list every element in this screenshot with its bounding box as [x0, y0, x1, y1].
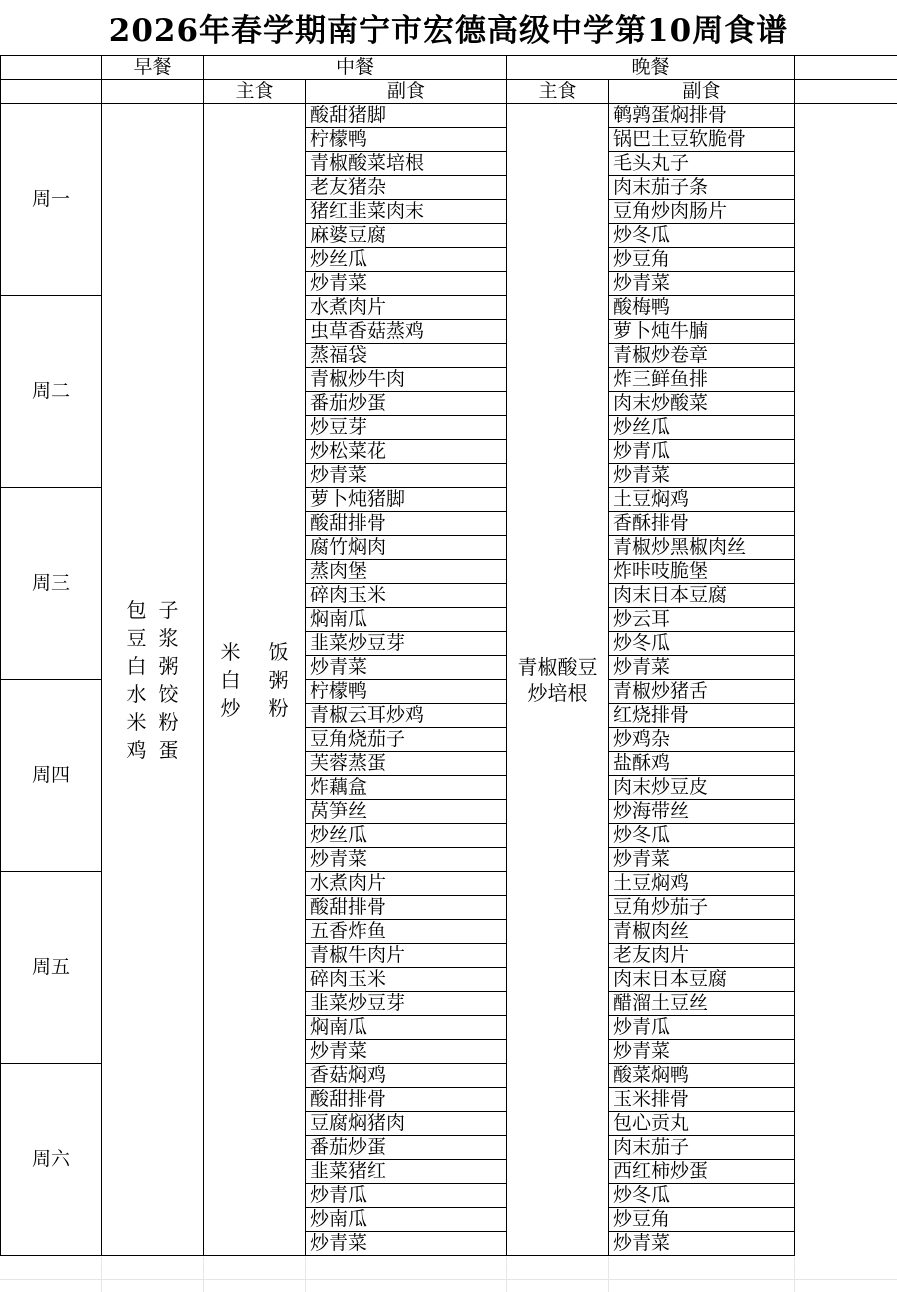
header-dinner-staple: 主食	[507, 80, 609, 104]
lunch-dish: 青椒酸菜培根	[306, 152, 507, 176]
dinner-dish: 炒丝瓜	[609, 416, 795, 440]
dinner-dish: 炒冬瓜	[609, 824, 795, 848]
lunch-dish: 炒青菜	[306, 464, 507, 488]
dinner-dish: 青椒炒黑椒肉丝	[609, 536, 795, 560]
breakfast-item: 包	[126, 597, 147, 622]
dinner-dish: 炒豆角	[609, 248, 795, 272]
table-row	[1, 104, 897, 128]
day-label: 周四	[1, 680, 102, 872]
empty-grid-area	[0, 1257, 897, 1292]
lunch-dish: 炒青菜	[306, 656, 507, 680]
breakfast-item: 饺	[158, 681, 179, 706]
dinner-dish: 青椒炒卷章	[609, 344, 795, 368]
breakfast-item: 浆	[158, 625, 179, 650]
lunch-dish: 豆腐焖猪肉	[306, 1112, 507, 1136]
lunch-dish: 水煮肉片	[306, 872, 507, 896]
header-empty-extra-2	[795, 80, 897, 104]
menu-table	[0, 55, 897, 1256]
dinner-dish: 炒云耳	[609, 608, 795, 632]
dinner-dish: 炒青菜	[609, 1040, 795, 1064]
header-row-meals	[1, 56, 897, 80]
lunch-dish: 番茄炒蛋	[306, 1136, 507, 1160]
lunch-dish: 焖南瓜	[306, 608, 507, 632]
dinner-dish: 锅巴土豆软脆骨	[609, 128, 795, 152]
header-empty-extra	[795, 56, 897, 80]
dinner-dish: 醋溜土豆丝	[609, 992, 795, 1016]
lunch-dish: 炒青瓜	[306, 1184, 507, 1208]
day-label: 周一	[1, 104, 102, 296]
header-dinner-side: 副食	[609, 80, 795, 104]
dinner-dish: 老友肉片	[609, 944, 795, 968]
dinner-dish: 炒青菜	[609, 848, 795, 872]
lunch-dish: 酸甜排骨	[306, 512, 507, 536]
dinner-dish: 肉末日本豆腐	[609, 584, 795, 608]
grid-line	[0, 1279, 897, 1280]
lunch-dish: 柠檬鸭	[306, 128, 507, 152]
lunch-dish: 莴笋丝	[306, 800, 507, 824]
dinner-dish: 炸咔吱脆堡	[609, 560, 795, 584]
lunch-dish: 碎肉玉米	[306, 584, 507, 608]
dinner-dish: 土豆焖鸡	[609, 488, 795, 512]
lunch-staple-item: 炒	[220, 695, 241, 720]
dinner-dish: 盐酥鸡	[609, 752, 795, 776]
menu-body	[1, 56, 897, 1256]
lunch-dish: 炒青菜	[306, 1232, 507, 1256]
lunch-dish: 萝卜炖猪脚	[306, 488, 507, 512]
lunch-dish: 柠檬鸭	[306, 680, 507, 704]
page-title: 2026年春学期南宁市宏德高级中学第10周食谱	[108, 13, 789, 49]
lunch-dish: 老友猪杂	[306, 176, 507, 200]
header-lunch: 中餐	[204, 56, 507, 80]
lunch-dish: 焖南瓜	[306, 1016, 507, 1040]
dinner-staple-item: 炒培根	[527, 680, 588, 705]
lunch-dish: 水煮肉片	[306, 296, 507, 320]
lunch-dish: 蒸肉堡	[306, 560, 507, 584]
dinner-staple-list	[507, 654, 608, 706]
lunch-dish: 韭菜猪红	[306, 1160, 507, 1184]
dinner-dish: 酸梅鸭	[609, 296, 795, 320]
dinner-dish: 炸三鲜鱼排	[609, 368, 795, 392]
dinner-dish: 肉末茄子条	[609, 176, 795, 200]
dinner-dish: 玉米排骨	[609, 1088, 795, 1112]
dinner-dish: 炒海带丝	[609, 800, 795, 824]
header-empty-day	[1, 56, 102, 80]
day-label: 周二	[1, 296, 102, 488]
dinner-dish: 青椒炒猪舌	[609, 680, 795, 704]
lunch-dish: 豆角烧茄子	[306, 728, 507, 752]
dinner-dish: 鹌鹑蛋焖排骨	[609, 104, 795, 128]
dinner-dish: 炒冬瓜	[609, 1184, 795, 1208]
dinner-dish: 包心贡丸	[609, 1112, 795, 1136]
lunch-dish: 青椒牛肉片	[306, 944, 507, 968]
dinner-dish: 豆角炒茄子	[609, 896, 795, 920]
lunch-dish: 炒青菜	[306, 272, 507, 296]
dinner-dish: 炒青瓜	[609, 1016, 795, 1040]
dinner-staple-cell	[507, 104, 609, 1256]
day-label: 周五	[1, 872, 102, 1064]
breakfast-item: 子	[158, 597, 179, 622]
header-dinner: 晚餐	[507, 56, 795, 80]
dinner-dish: 酸菜焖鸭	[609, 1064, 795, 1088]
breakfast-item: 水	[126, 681, 147, 706]
lunch-dish: 炒丝瓜	[306, 248, 507, 272]
dinner-dish: 土豆焖鸡	[609, 872, 795, 896]
lunch-dish: 香菇焖鸡	[306, 1064, 507, 1088]
day-label: 周六	[1, 1064, 102, 1256]
dinner-dish: 西红柿炒蛋	[609, 1160, 795, 1184]
lunch-dish: 虫草香菇蒸鸡	[306, 320, 507, 344]
breakfast-item: 豆	[126, 625, 147, 650]
lunch-dish: 炒青菜	[306, 1040, 507, 1064]
lunch-dish: 青椒云耳炒鸡	[306, 704, 507, 728]
header-empty-breakfast	[102, 80, 204, 104]
dinner-dish: 豆角炒肉肠片	[609, 200, 795, 224]
breakfast-item: 蛋	[158, 737, 179, 762]
lunch-dish: 酸甜排骨	[306, 896, 507, 920]
dinner-dish: 萝卜炖牛腩	[609, 320, 795, 344]
breakfast-item: 粉	[158, 709, 179, 734]
header-empty-day-2	[1, 80, 102, 104]
dinner-dish: 肉末炒豆皮	[609, 776, 795, 800]
header-breakfast: 早餐	[102, 56, 204, 80]
dinner-dish: 青椒肉丝	[609, 920, 795, 944]
lunch-dish: 炸藕盒	[306, 776, 507, 800]
lunch-dish: 番茄炒蛋	[306, 392, 507, 416]
lunch-staple-cell	[204, 104, 306, 1256]
lunch-dish: 麻婆豆腐	[306, 224, 507, 248]
breakfast-item: 粥	[158, 653, 179, 678]
lunch-dish: 炒丝瓜	[306, 824, 507, 848]
breakfast-item: 白	[126, 653, 147, 678]
lunch-staple-list	[204, 638, 305, 722]
dinner-dish: 炒青菜	[609, 1232, 795, 1256]
dinner-dish: 炒冬瓜	[609, 224, 795, 248]
dinner-dish: 香酥排骨	[609, 512, 795, 536]
lunch-dish: 韭菜炒豆芽	[306, 992, 507, 1016]
dinner-dish: 炒青菜	[609, 656, 795, 680]
lunch-staple-item: 饭	[268, 639, 289, 664]
breakfast-item: 鸡	[126, 737, 147, 762]
lunch-dish: 酸甜排骨	[306, 1088, 507, 1112]
lunch-dish: 碎肉玉米	[306, 968, 507, 992]
dinner-dish: 肉末日本豆腐	[609, 968, 795, 992]
extra-empty-column	[795, 104, 897, 1256]
lunch-dish: 酸甜猪脚	[306, 104, 507, 128]
dinner-dish: 炒青菜	[609, 272, 795, 296]
dinner-dish: 毛头丸子	[609, 152, 795, 176]
breakfast-list	[102, 596, 203, 764]
dinner-dish: 炒冬瓜	[609, 632, 795, 656]
lunch-staple-item: 米	[220, 639, 241, 664]
lunch-dish: 炒南瓜	[306, 1208, 507, 1232]
header-row-types	[1, 80, 897, 104]
dinner-dish: 炒豆角	[609, 1208, 795, 1232]
lunch-dish: 腐竹焖肉	[306, 536, 507, 560]
lunch-staple-item: 白	[220, 667, 241, 692]
header-lunch-side: 副食	[306, 80, 507, 104]
lunch-dish: 芙蓉蒸蛋	[306, 752, 507, 776]
lunch-dish: 蒸福袋	[306, 344, 507, 368]
lunch-dish: 炒青菜	[306, 848, 507, 872]
dinner-dish: 肉末茄子	[609, 1136, 795, 1160]
dinner-staple-item: 青椒酸豆	[517, 654, 598, 679]
dinner-dish: 肉末炒酸菜	[609, 392, 795, 416]
lunch-dish: 猪红韭菜肉末	[306, 200, 507, 224]
header-lunch-staple: 主食	[204, 80, 306, 104]
lunch-dish: 青椒炒牛肉	[306, 368, 507, 392]
dinner-dish: 炒鸡杂	[609, 728, 795, 752]
day-label: 周三	[1, 488, 102, 680]
dinner-dish: 炒青瓜	[609, 440, 795, 464]
breakfast-item: 米	[126, 709, 147, 734]
lunch-dish: 韭菜炒豆芽	[306, 632, 507, 656]
lunch-staple-item: 粥	[268, 667, 289, 692]
dinner-dish: 红烧排骨	[609, 704, 795, 728]
lunch-staple-item: 粉	[268, 695, 289, 720]
breakfast-cell	[102, 104, 204, 1256]
lunch-dish: 炒松菜花	[306, 440, 507, 464]
dinner-dish: 炒青菜	[609, 464, 795, 488]
lunch-dish: 五香炸鱼	[306, 920, 507, 944]
lunch-dish: 炒豆芽	[306, 416, 507, 440]
